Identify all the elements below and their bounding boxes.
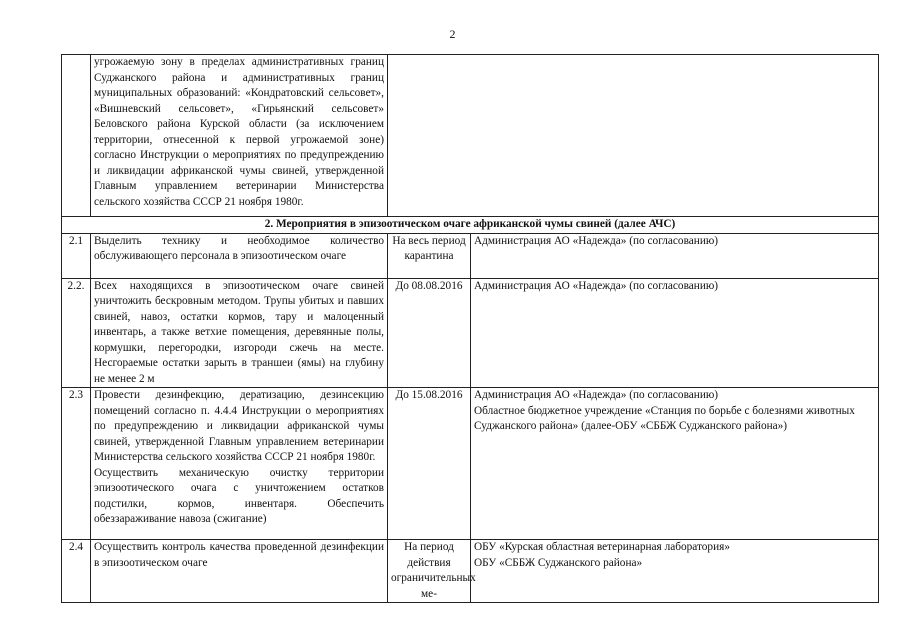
table-row xyxy=(62,278,879,388)
responsible xyxy=(471,278,879,388)
row-number: 2.4 xyxy=(62,540,91,603)
responsible xyxy=(471,388,879,540)
row-number: 2.3 xyxy=(62,388,91,540)
responsible-item: Администрация АО «Надежда» (по согласованию) xyxy=(474,389,719,401)
continuation-text: угрожаемую зону в пределах административных границ Суджанского района и административных границ муниципальных образований: «Кондратовский сельсовет», «Вишневский сельсовет», «Гирьянский сельсовет» Беловского района Курской области (за исключением территории, отнесенной к первой угрожаемой зоне) согласно Инструкции о мероприятиях по предупреждению и ликвидации африканской чумы свиней, утвержденной Главным управлением ветеринарии Министерства сельского хозяйства СССР 21 ноября 1980г. xyxy=(91,55,388,217)
responsible-item: ОБУ «СББЖ Суджанского района» xyxy=(474,556,643,569)
responsible xyxy=(471,233,879,278)
measures-table xyxy=(61,54,879,603)
measure-text xyxy=(91,388,388,540)
deadline: На весь период карантина xyxy=(388,233,471,278)
row-number: 2.1 xyxy=(62,233,91,278)
measure-paragraph: Выделить технику и необходимое количество обслуживающего персонала в эпизоотическом очаге xyxy=(94,234,384,262)
measure-text xyxy=(91,233,388,278)
empty-cell xyxy=(388,55,879,217)
measure-paragraph: Осуществить контроль качества проведенной дезинфекции в эпизоотическом очаге xyxy=(94,541,384,569)
measure-text xyxy=(91,540,388,603)
row-number: 2.2. xyxy=(62,278,91,388)
section-title: 2. Мероприятия в эпизоотическом очаге африканской чумы свиней (далее АЧС) xyxy=(62,217,879,234)
measure-paragraph: Всех находящихся в эпизоотическом очаге свиней уничтожить бескровным методом. Трупы убитых и павших свиней, навоз, остатки кормов, тару и малоценный инвентарь, а также ветхие помещения, деревянные полы, кормушки, перегородки, изгороди сжечь на месте. Несгораемые остатки зарыть в траншеи (ямы) на глубину не менее 2 м xyxy=(94,279,384,385)
page-number: 2 xyxy=(449,27,456,41)
table-row-continuation xyxy=(62,55,879,217)
section-header-row xyxy=(62,217,879,234)
responsible xyxy=(471,540,879,603)
measure-paragraph: Провести дезинфекцию, дератизацию, дезинсекцию помещений согласно п. 4.4.4 Инструкции о мероприятиях по предупреждению и ликвидации африканской чумы свиней, утвержденной Главным управлением ветеринарии Министерства сельского хозяйства СССР 21 ноября 1980г. xyxy=(94,389,384,463)
table-row xyxy=(62,388,879,540)
table-row xyxy=(62,540,879,603)
table-row xyxy=(62,233,879,278)
responsible-item: Администрация АО «Надежда» (по согласованию) xyxy=(474,279,719,292)
deadline: До 08.08.2016 xyxy=(388,278,471,388)
measure-paragraph: Осуществить механическую очистку территории эпизоотического очага с уничтожением остатков подстилки, кормов, инвентаря. Обеспечить обеззараживание навоза (сжигание) xyxy=(94,466,384,525)
deadline: На период действия ограничительных ме- xyxy=(388,540,471,603)
responsible-item: Администрация АО «Надежда» (по согласованию) xyxy=(474,234,719,247)
deadline: До 15.08.2016 xyxy=(388,388,471,540)
responsible-item: ОБУ «Курская областная ветеринарная лаборатория» xyxy=(474,541,730,553)
row-number-cell xyxy=(62,55,91,217)
measure-text xyxy=(91,278,388,388)
responsible-item: Областное бюджетное учреждение «Станция по борьбе с болезнями животных Суджанского района» (далее-ОБУ «СББЖ Суджанского района») xyxy=(474,404,855,432)
